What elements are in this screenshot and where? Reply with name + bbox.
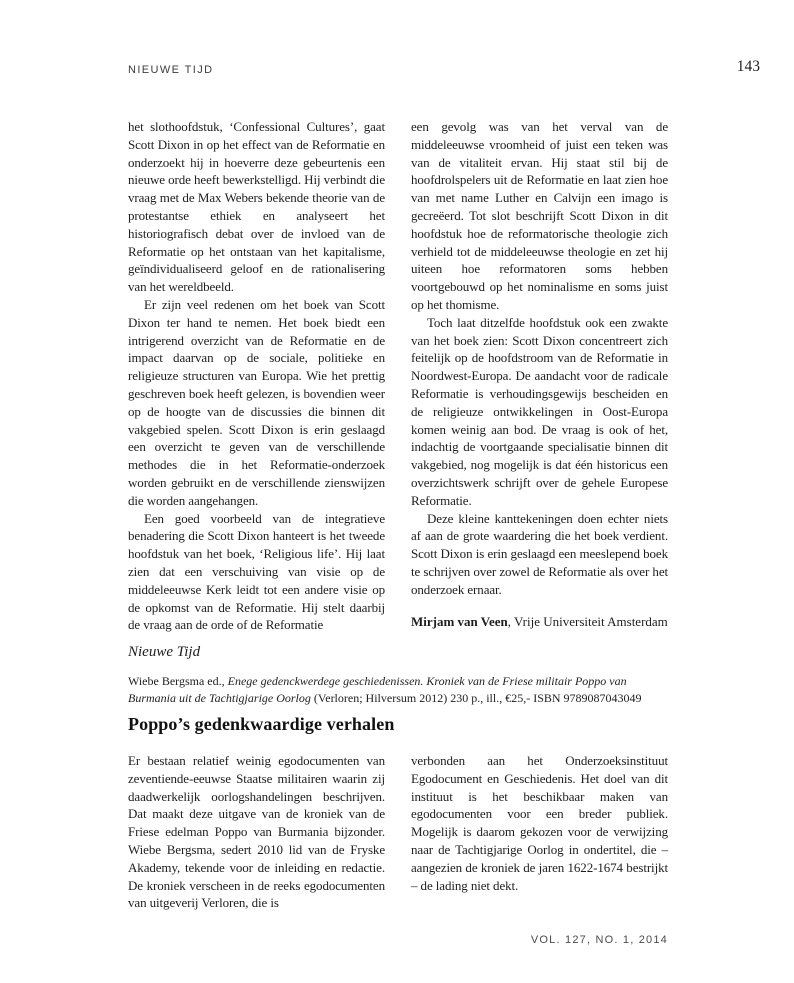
citation-editor: Wiebe Bergsma ed., [128, 674, 228, 688]
book-citation [128, 673, 668, 706]
review1-right-paragraphs [411, 118, 668, 599]
footer-volume-line: VOL. 127, NO. 1, 2014 [530, 934, 668, 946]
review-poppo [128, 752, 668, 912]
page-number: 143 [736, 58, 760, 75]
review1-right-column [411, 118, 668, 634]
review2-right-column [411, 752, 668, 912]
review2-left-column [128, 752, 385, 912]
paragraph: verbonden aan het Onderzoeksinstituut Egodocument en Geschiedenis. Het doel van dit instituut is het beschikbaar maken van egodocumenten voor een breder publiek. Mogelijk is daarom gekozen voor de verwijzing naar de Tachtigjarige Oorlog in ondertitel, die – aangezien de kroniek de jaren 1622-1674 bestrijkt – de lading niet dekt. [411, 753, 668, 893]
review1-left-column [128, 118, 385, 634]
paragraph: Deze kleine kanttekeningen doen echter niets af aan de grote waardering die het boek verdient. Scott Dixon is erin geslaagd een meeslepend boek te schrijven over zowel de Reformatie als over het onderzoek ernaar. [411, 510, 668, 597]
reviewer-attribution [411, 613, 668, 631]
review-scott-dixon [128, 118, 668, 634]
citation-publication-details: (Verloren; Hilversum 2012) 230 p., ill., €25,- ISBN 9789087043049 [310, 690, 642, 705]
paragraph: het slothoofdstuk, ‘Confessional Cultures’, gaat Scott Dixon in op het effect van de Reformatie en onderzoekt hij in hoeverre deze gebeurtenis een nieuwe orde heeft bewerkstelligd. Hij verbindt die vraag met de Max Webers bekende theorie van de protestantse ethiek en analyseert het historiografisch debat over de invloed van de Reformatie op het ontstaan van het kapitalisme, geïndividualiseerd geloof en de rationalisering van het wereldbeeld. [128, 119, 385, 295]
paragraph: Toch laat ditzelfde hoofdstuk ook een zwakte van het boek zien: Scott Dixon concentreert zich feitelijk op de hoofdstroom van de Reformatie in Noordwest-Europa. De aandacht voor de radicale Reformatie is verhoudingsgewijs bescheiden en de religieuze ontwikkelingen in Oost-Europa komen weinig aan bod. De vraag is ook of het, indachtig de voortgaande specialisatie binnen dit vakgebied, nog mogelijk is dat één historicus een overzichtswerk schrijft over de gehele Europese Reformatie. [411, 314, 668, 508]
section-label: Nieuwe Tijd [128, 644, 201, 660]
paragraph: Er bestaan relatief weinig egodocumenten van zeventiende-eeuwse Staatse militairen waarin zij daadwerkelijk oorlogshandelingen beschrijven. Dat maakt deze uitgave van de kroniek van de Friese edelman Poppo van Burmania bijzonder. Wiebe Bergsma, sedert 2010 lid van de Fryske Akademy, tekende voor de inleiding en redactie. De kroniek verscheen in de reeks egodocumenten van uitgeverij Verloren, die is [128, 753, 385, 911]
reviewer-name: Mirjam van Veen [411, 613, 508, 629]
citation-book-title: Enege gedenckwerdege geschiedenissen. Kroniek van de Friese militair Poppo van Burmania uit de Tachtigjarige Oorlog [128, 674, 627, 705]
running-head: NIEUWE TIJD [128, 64, 214, 76]
paragraph: een gevolg was van het verval van de middeleeuwse vroomheid of juist een teken was van de vitaliteit ervan. Hij staat stil bij de hoofdrolspelers uit de Reformatie en laat zien hoe van met name Luther en Calvijn een imago is gecreëerd. Tot slot beschrijft Scott Dixon in dit hoofdstuk hoe de reformatorische theologie zich verhield tot de middeleeuwse theologie en zet hij uiteen hoe reformatoren soms hebben voortgebouwd op het nominalisme en soms juist op het thomisme. [411, 119, 668, 312]
paragraph: Er zijn veel redenen om het boek van Scott Dixon ter hand te nemen. Het boek biedt een intrigerend overzicht van de Reformatie en de impact daarvan op de sociale, politieke en religieuze structuren van Europa. Wie het prettig geschreven boek heeft gelezen, is bovendien weer op de hoogte van de discussies die binnen dit vakgebied spelen. Scott Dixon is erin geslaagd een overzicht te geven van de verschillende methodes die in het Reformatie-onderzoek worden gebruikt en de verschillende zienswijzen die worden aangehangen. [128, 296, 385, 508]
reviewer-affiliation: , Vrije Universiteit Amsterdam [507, 613, 668, 629]
paragraph: Een goed voorbeeld van de integratieve benadering die Scott Dixon hanteert is het tweede hoofdstuk van het boek, ‘Religious life’. Hij laat zien dat een verschuiving van visie op de middeleeuwse Kerk leidt tot een andere visie op de opkomst van de Reformatie. Hij stelt daarbij de vraag aan de orde of de Reformatie [128, 510, 385, 633]
review-heading: Poppo’s gedenkwaardige verhalen [128, 714, 395, 734]
